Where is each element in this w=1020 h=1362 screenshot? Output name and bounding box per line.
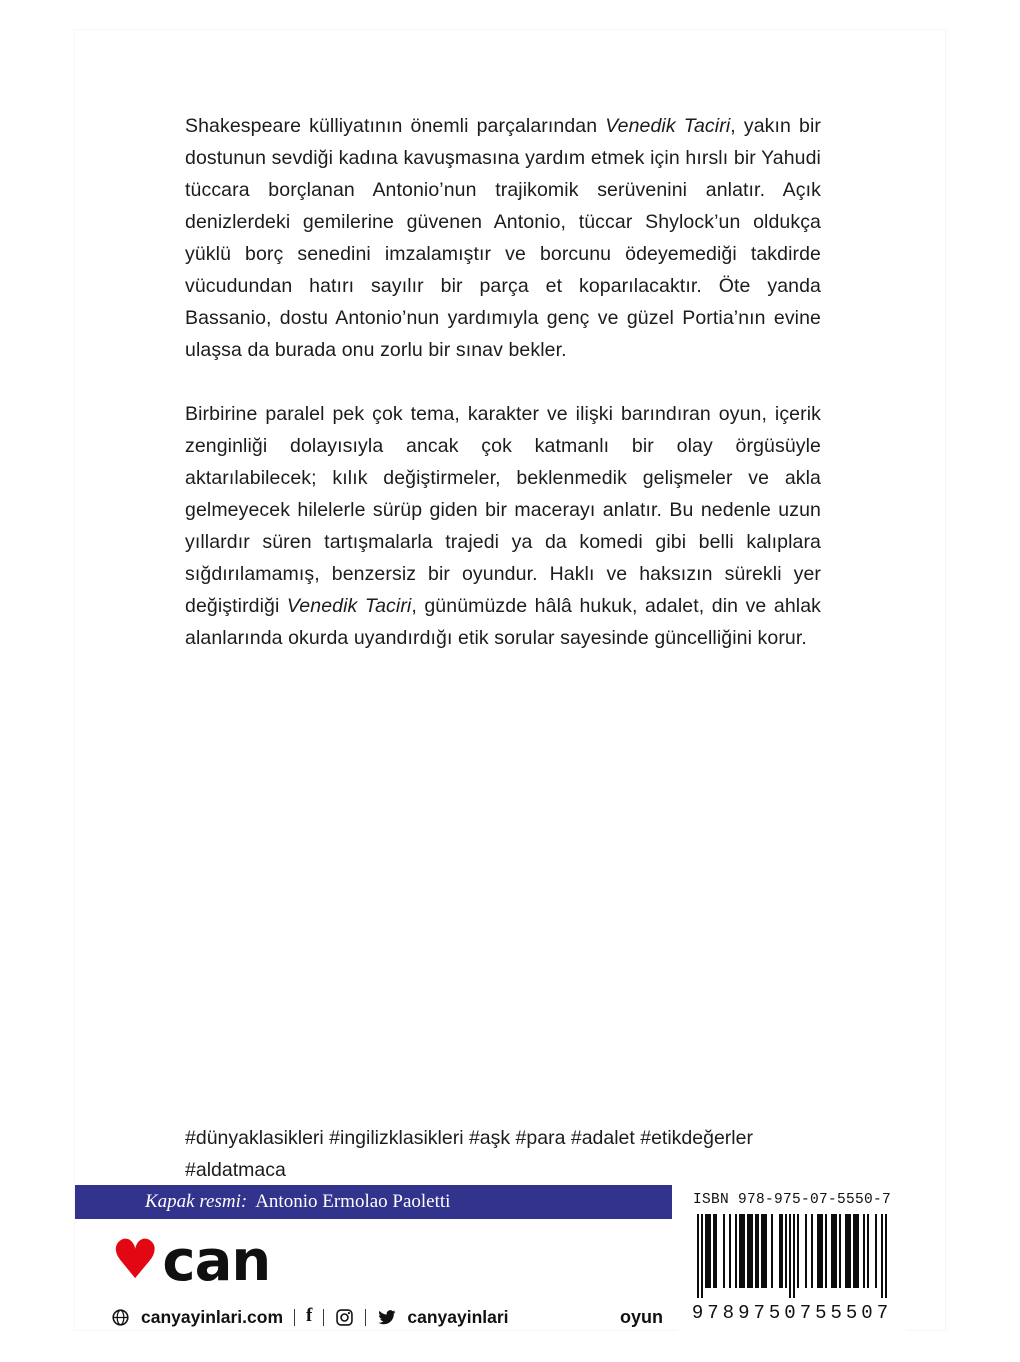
- genre-label: oyun: [620, 1306, 663, 1327]
- barcode-number: 9789750755507: [691, 1302, 893, 1324]
- text-segment: , yakın bir dostunun sevdiği kadına kavuşmasına yardım etmek için hırslı bir Yahudi tüccara borçlanan Antonio’nun trajikomik serüvenini anlatır. Açık denizlerdeki gemilerine güvenen Antonio, tüccar Shylock’un oldukça yüklü borç senedini imzalamıştır ve borcunu ödeyemediği takdirde vücudundan hatırı sayılır bir parça et koparılacaktır. Öte yanda Bassanio, dostu Antonio’nun yardımıyla genç ve güzel Portia’nın evine ulaşsa da burada onu zorlu bir sınav bekler.: [185, 115, 821, 361]
- book-title-italic: Venedik Taciri: [286, 595, 412, 617]
- facebook-icon: f: [306, 1305, 313, 1326]
- book-description: [185, 110, 821, 686]
- cover-credit-artist: Antonio Ermolao Paoletti: [255, 1191, 451, 1212]
- text-segment: , günümüzde hâlâ hukuk, adalet, din ve ahlak alanlarında okurda uyandırdığı etik sorular sayesinde güncelliğini korur.: [185, 595, 821, 649]
- hashtag-line-1: #dünyaklasikleri #ingilizklasikleri #aşk #para #adalet #etikdeğerler: [185, 1127, 753, 1149]
- twitter-handle: canyayinlari: [407, 1306, 509, 1327]
- description-paragraph-2: [185, 398, 821, 654]
- publisher-logo: [111, 1230, 270, 1294]
- book-title-italic: Venedik Taciri: [605, 115, 731, 137]
- barcode-bars: [697, 1214, 887, 1298]
- social-links: [111, 1306, 509, 1328]
- text-segment: Birbirine paralel pek çok tema, karakter ve ilişki barındıran oyun, içerik zenginliği dolayısıyla ancak çok katmanlı bir olay örgüsüyle aktarılabilecek; kılık değiştirmeler, beklenmedik gelişmeler ve akla gelmeyecek hilelerle sürüp giden bir macerayı anlatır. Bu nedenle uzun yıllardır süren tartışmalarla trajedi ya da komedi gibi belli kalıplara sığdırılamamış, benzersiz bir oyundur. Haklı ve haksızın sürekli yer değiştirdiği: [185, 403, 821, 617]
- twitter-icon: [377, 1308, 396, 1327]
- book-back-cover: [75, 30, 945, 1330]
- divider: [323, 1309, 324, 1326]
- heart-icon: ♥: [111, 1228, 160, 1291]
- cover-credit-banner: [75, 1185, 672, 1219]
- divider: [294, 1309, 295, 1326]
- cover-credit-label: Kapak resmi:: [145, 1191, 248, 1212]
- isbn-label: ISBN 978-975-07-5550-7: [692, 1192, 892, 1208]
- publisher-name: can: [162, 1229, 271, 1294]
- description-paragraph-1: [185, 110, 821, 366]
- text-segment: Shakespeare külliyatının önemli parçalarından: [185, 115, 606, 137]
- isbn-barcode: [677, 1188, 907, 1362]
- globe-icon: [111, 1308, 130, 1327]
- hashtag-line-2: #aldatmaca: [185, 1159, 286, 1181]
- website-label: canyayinlari.com: [141, 1306, 284, 1327]
- divider: [365, 1309, 366, 1326]
- footer-bar: [111, 1304, 663, 1330]
- hashtags-block: [185, 1122, 753, 1186]
- instagram-icon: [335, 1308, 354, 1327]
